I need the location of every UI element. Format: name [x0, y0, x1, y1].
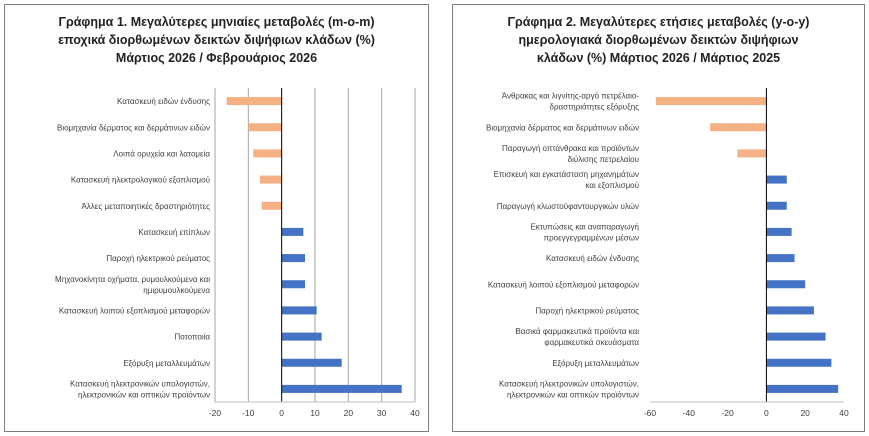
x-tick-label: 20: [343, 408, 354, 418]
category-label: Άνθρακας και λιγνίτης-αργό πετρέλαιο-δραστηριότητες εξόρυξης: [501, 91, 639, 112]
category-label: Παροχή ηλεκτρικού ρεύματος: [535, 306, 639, 316]
bar: [282, 254, 305, 262]
chart-title-line: ημερολογιακά διορθωμένων δεικτών διψήφιων: [518, 33, 799, 47]
category-label: Εξόρυξη μεταλλευμάτων: [552, 358, 639, 368]
bar: [766, 385, 838, 393]
category-label: Λοιπά ορυχεία και λατομεία: [113, 149, 210, 159]
chart-panel-monthly: [4, 4, 429, 432]
category-label: Ποτοποιία: [174, 332, 210, 342]
category-label: Κατασκευή ειδών ένδυσης: [117, 97, 210, 107]
chart-panel-annual: [452, 4, 865, 432]
bar: [248, 123, 281, 131]
chart-title-line: Μάρτιος 2026 / Φεβρουάριος 2026: [115, 51, 318, 65]
chart-title-line: Γράφημα 1. Μεγαλύτερες μηνιαίες μεταβολές (m-o-m): [58, 15, 375, 29]
x-tick-label: 30: [376, 408, 387, 418]
chart-title-line: κλάδων (%) Μάρτιος 2026 / Μάρτιος 2025: [536, 51, 781, 65]
bar: [262, 202, 282, 210]
bar: [766, 359, 831, 367]
bar-chart-monthly: [5, 5, 430, 433]
bar: [253, 149, 281, 157]
bar: [766, 176, 786, 184]
bar: [766, 333, 825, 341]
category-label: Εκτυπώσεις και αναπαραγωγή προεγγεγραμμένων μέσων: [530, 222, 639, 243]
bar: [766, 306, 814, 314]
bar: [766, 202, 786, 210]
category-label: Κατασκευή επίπλων: [138, 227, 210, 237]
bar: [737, 149, 766, 157]
category-label: Κατασκευή ηλεκτρολογικού εξοπλισμού: [70, 175, 210, 185]
category-label: Επισκευή και εγκατάσταση μηχανημάτων και εξοπλισμού: [493, 170, 639, 191]
category-label: Κατασκευή λοιπού εξοπλισμού μεταφορών: [58, 306, 210, 316]
x-tick-label: -20: [208, 408, 222, 418]
bar: [766, 254, 794, 262]
x-tick-label: 10: [310, 408, 320, 418]
bar: [282, 280, 305, 288]
bar: [282, 228, 304, 236]
bar: [656, 97, 767, 105]
category-label: Κατασκευή ηλεκτρονικών υπολογιστών, ηλεκτρονικών και οπτικών προϊόντων: [69, 379, 210, 400]
category-label: Μηχανοκίνητα οχήματα, ρυμουλκούμενα και ημιρυμουλκούμενα: [55, 274, 210, 295]
bar: [766, 280, 805, 288]
category-label: Εξόρυξη μεταλλευμάτων: [123, 358, 210, 368]
x-tick-label: -20: [721, 408, 734, 418]
x-tick-label: -40: [682, 408, 695, 418]
bar-chart-annual: [453, 5, 866, 433]
x-tick-label: 20: [800, 408, 810, 418]
category-label: Κατασκευή λοιπού εξοπλισμού μεταφορών: [487, 280, 639, 290]
bar: [282, 385, 402, 393]
category-label: Κατασκευή ηλεκτρονικών υπολογιστών, ηλεκτρονικών και οπτικών προϊόντων: [498, 379, 639, 400]
x-tick-label: 40: [839, 408, 849, 418]
x-tick-label: 0: [764, 408, 769, 418]
x-tick-label: -60: [643, 408, 657, 418]
x-tick-label: 0: [279, 408, 285, 418]
bar: [282, 359, 342, 367]
category-label: Άλλες μεταποιητικές δραστηριότητες: [81, 201, 210, 211]
category-label: Κατασκευή ειδών ένδυσης: [546, 254, 639, 264]
category-label: Βιομηχανία δέρματος και δερμάτινων ειδών: [485, 123, 639, 133]
bar: [260, 176, 282, 184]
category-label: Βασικά φαρμακευτικά προϊόντα και φαρμακευτικά σκευάσματα: [515, 327, 639, 348]
chart-title-line: εποχικά διορθωμένων δεικτών διψήφιων κλάδων (%): [58, 33, 375, 47]
category-label: Παραγωγή οπτάνθρακα και προϊόντων διύλισης πετρελαίου: [502, 143, 639, 164]
category-label: Βιομηχανία δέρματος και δερμάτινων ειδών: [56, 123, 210, 133]
bar: [710, 123, 766, 131]
x-tick-label: 40: [410, 408, 420, 418]
bar: [227, 97, 282, 105]
bar: [282, 333, 322, 341]
category-label: Παραγωγή κλωστοϋφαντουργικών υλών: [496, 201, 639, 211]
bar: [766, 228, 791, 236]
chart-title-line: Γράφημα 2. Μεγαλύτερες ετήσιες μεταβολές (y-o-y): [507, 15, 810, 29]
bar: [282, 306, 317, 314]
category-label: Παροχή ηλεκτρικού ρεύματος: [106, 254, 210, 264]
x-tick-label: -10: [242, 408, 255, 418]
